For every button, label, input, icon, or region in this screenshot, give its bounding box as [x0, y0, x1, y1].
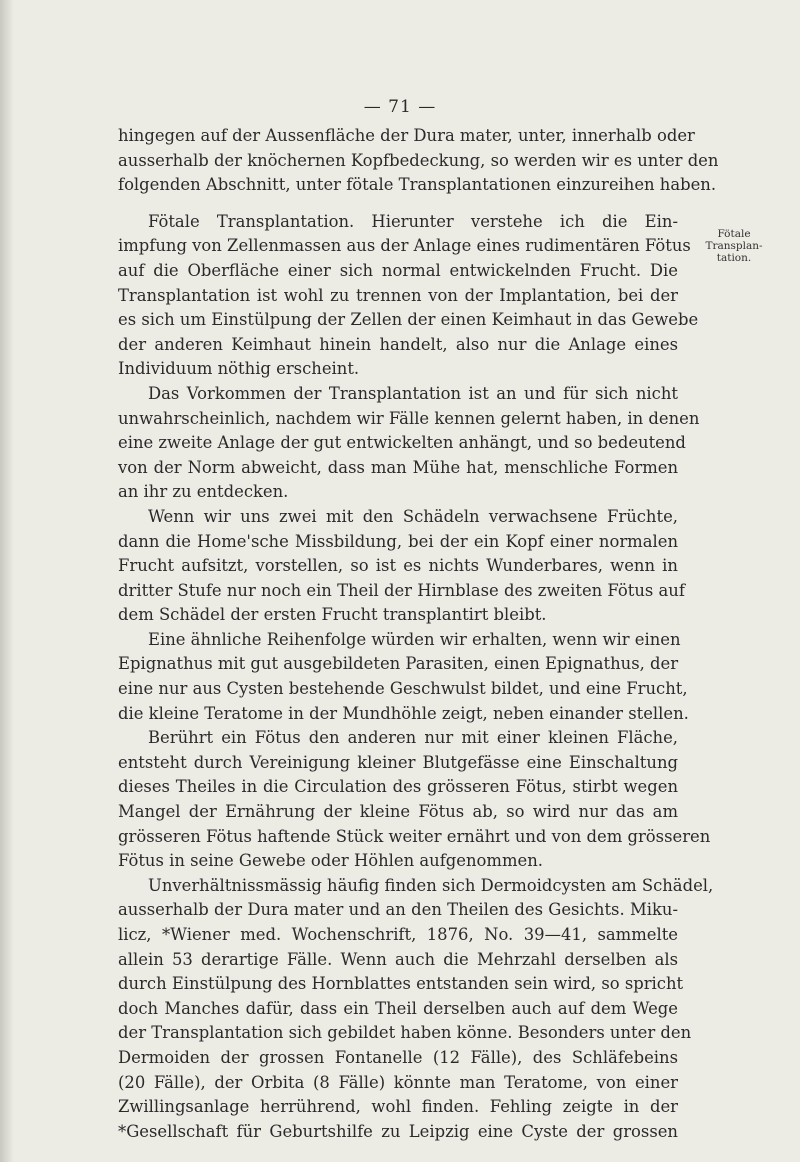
text-line: dem Schädel der ersten Frucht transplantirt bleibt.: [118, 605, 547, 625]
text-line: grösseren Fötus haftende Stück weiter ernährt und von dem grösseren: [118, 826, 711, 846]
page-number: — 71 —: [363, 97, 437, 117]
text-line: Fötale Transplantation. Hierunter verstehe ich die Ein-: [148, 211, 678, 231]
text-line: durch Einstülpung des Hornblattes entstanden sein wird, so spricht: [118, 974, 684, 994]
margin-note-line: Transplan-: [705, 240, 763, 252]
text-line: licz, *Wiener med. Wochenschrift, 1876, No. 39—41, sammelte: [118, 925, 678, 944]
body-text: [118, 124, 719, 1144]
text-line: Fötus in seine Gewebe oder Höhlen aufgenommen.: [118, 851, 543, 871]
text-line: *Gesellschaft für Geburtshilfe zu Leipzig eine Cyste der grossen: [118, 1121, 678, 1141]
text-line: der Transplantation sich gebildet haben könne. Besonders unter den: [118, 1023, 692, 1043]
text-line: Mangel der Ernährung der kleine Fötus ab, so wird nur das am: [118, 802, 678, 822]
margin-note-line: tation.: [716, 252, 752, 264]
text-line: impfung von Zellenmassen aus der Anlage eines rudimentären Fötus: [118, 236, 691, 256]
text-line: es sich um Einstülpung der Zellen der einen Keimhaut in das Gewebe: [118, 310, 699, 330]
text-line: ausserhalb der Dura mater und an den Theilen des Gesichts. Miku-: [118, 900, 678, 920]
paragraph-gap: [118, 198, 678, 210]
text-line: eine nur aus Cysten bestehende Geschwulst bildet, und eine Frucht,: [118, 679, 688, 699]
text-line: (20 Fälle), der Orbita (8 Fälle) könnte man Teratome, von einer: [118, 1072, 678, 1092]
text-line: Wenn wir uns zwei mit den Schädeln verwachsene Früchte,: [148, 506, 678, 526]
text-line: Dermoiden der grossen Fontanelle (12 Fälle), des Schläfebeins: [118, 1047, 678, 1067]
text-line: dritter Stufe nur noch ein Theil der Hirnblase des zweiten Fötus auf: [118, 580, 685, 600]
text-line: dieses Theiles in die Circulation des grösseren Fötus, stirbt wegen: [118, 777, 678, 797]
text-line: doch Manches dafür, dass ein Theil derselben auch auf dem Wege: [118, 998, 678, 1018]
page-edge-shadow: [0, 0, 14, 1162]
text-line: auf die Oberfläche einer sich normal entwickelnden Frucht. Die: [118, 260, 678, 280]
text-line: eine zweite Anlage der gut entwickelten anhängt, und so bedeutend: [118, 433, 686, 453]
text-line: Zwillingsanlage herrührend, wohl finden. Fehling zeigte in der: [118, 1097, 678, 1117]
text-line: Individuum nöthig erscheint.: [118, 359, 360, 379]
text-line: Frucht aufsitzt, vorstellen, so ist es nichts Wunderbares, wenn in: [118, 556, 678, 576]
text-line: folgenden Abschnitt, unter fötale Transplantationen einzureihen haben.: [118, 175, 717, 195]
text-line: die kleine Teratome in der Mundhöhle zeigt, neben einander stellen.: [118, 703, 689, 723]
text-line: Das Vorkommen der Transplantation ist an und für sich nicht: [148, 383, 678, 403]
text-line: hingegen auf der Aussenfläche der Dura mater, unter, innerhalb oder: [118, 126, 695, 145]
text-line: unwahrscheinlich, nachdem wir Fälle kennen gelernt haben, in denen: [118, 408, 700, 428]
text-line: Unverhältnissmässig häufig finden sich Dermoidcysten am Schädel,: [148, 875, 714, 895]
text-line: allein 53 derartige Fälle. Wenn auch die Mehrzahl derselben als: [118, 949, 678, 969]
text-line: Eine ähnliche Reihenfolge würden wir erhalten, wenn wir einen: [148, 629, 681, 649]
text-line: Berührt ein Fötus den anderen nur mit einer kleinen Fläche,: [148, 728, 678, 748]
text-line: Epignathus mit gut ausgebildeten Parasiten, einen Epignathus, der: [118, 654, 679, 674]
margin-note: [694, 228, 774, 264]
text-line: der anderen Keimhaut hinein handelt, also nur die Anlage eines: [118, 334, 678, 354]
text-line: ausserhalb der knöchernen Kopfbedeckung, so werden wir es unter den: [118, 150, 719, 170]
text-line: dann die Home'sche Missbildung, bei der ein Kopf einer normalen: [118, 531, 678, 551]
text-line: an ihr zu entdecken.: [118, 482, 289, 502]
margin-note-line: Fötale: [717, 228, 751, 240]
text-line: entsteht durch Vereinigung kleiner Blutgefässe eine Einschaltung: [118, 752, 678, 772]
text-line: von der Norm abweicht, dass man Mühe hat, menschliche Formen: [118, 457, 678, 477]
text-line: Transplantation ist wohl zu trennen von der Implantation, bei der: [118, 285, 678, 305]
